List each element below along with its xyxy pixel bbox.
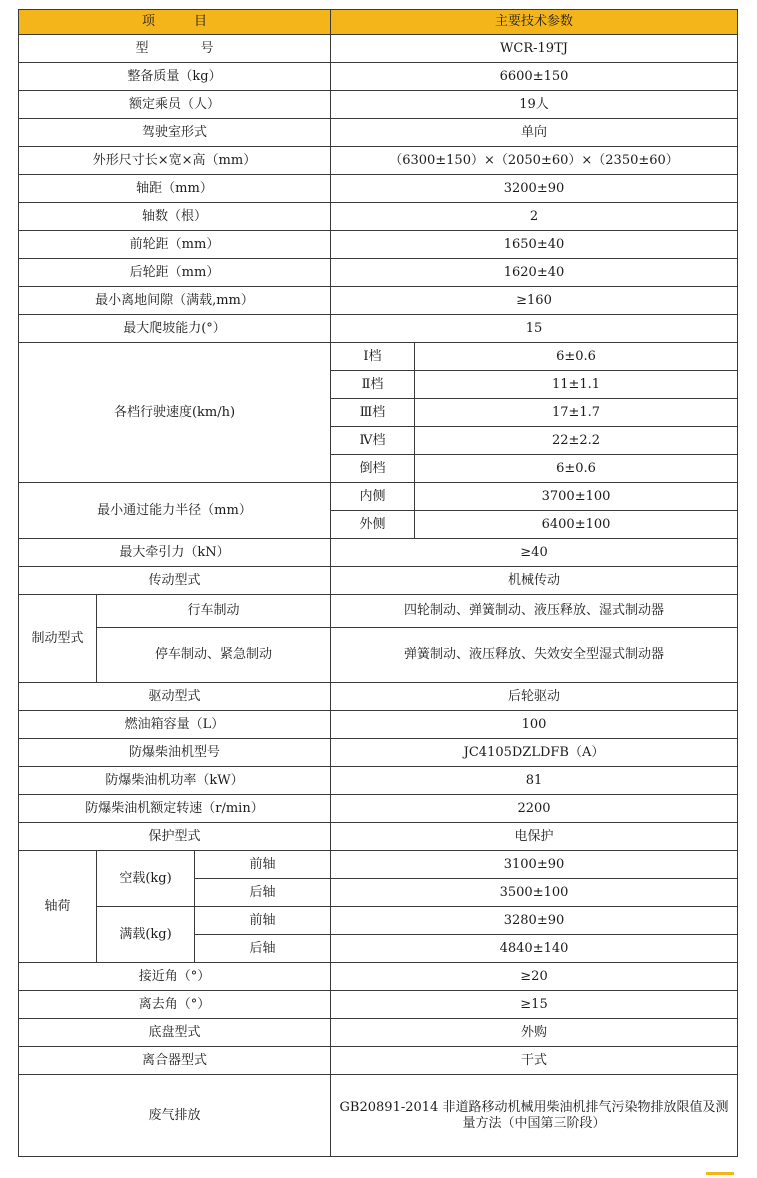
row-value: 1620±40 — [331, 259, 738, 287]
axle-load-label: 轴荷 — [19, 851, 97, 963]
table-row — [19, 991, 738, 1019]
table-row — [19, 315, 738, 343]
table-row — [19, 35, 738, 63]
table-row — [19, 851, 738, 879]
table-row — [19, 711, 738, 739]
table-row — [19, 683, 738, 711]
row-value: 2 — [331, 203, 738, 231]
brake-label: 制动型式 — [19, 595, 97, 683]
turn-label: 最小通过能力半径（mm） — [19, 483, 331, 539]
gear-value: 17±1.7 — [415, 399, 738, 427]
table-row — [19, 147, 738, 175]
row-label: 整备质量（kg） — [19, 63, 331, 91]
brake-service-value: 四轮制动、弹簧制动、液压释放、湿式制动器 — [331, 595, 738, 628]
row-value: 1650±40 — [331, 231, 738, 259]
row-value: 外购 — [331, 1019, 738, 1047]
row-label: 驾驶室形式 — [19, 119, 331, 147]
row-value: ≥160 — [331, 287, 738, 315]
row-label: 接近角（°） — [19, 963, 331, 991]
axle-value: 4840±140 — [331, 935, 738, 963]
row-label: 废气排放 — [19, 1075, 331, 1157]
table-row — [19, 91, 738, 119]
row-label: 额定乘员（人） — [19, 91, 331, 119]
row-label: 底盘型式 — [19, 1019, 331, 1047]
row-value: 6600±150 — [331, 63, 738, 91]
axle-value: 3100±90 — [331, 851, 738, 879]
axle-full-label: 满载(kg) — [97, 907, 195, 963]
table-row — [19, 907, 738, 935]
table-row — [19, 203, 738, 231]
table-row — [19, 259, 738, 287]
header-param: 主要技术参数 — [331, 10, 738, 35]
row-label: 保护型式 — [19, 823, 331, 851]
row-label: 燃油箱容量（L） — [19, 711, 331, 739]
table-row — [19, 963, 738, 991]
turn-outer-name: 外侧 — [331, 511, 415, 539]
footer-accent-bar — [706, 1172, 734, 1175]
gear-name: Ⅳ档 — [331, 427, 415, 455]
row-label: 驱动型式 — [19, 683, 331, 711]
row-value: （6300±150）×（2050±60）×（2350±60） — [331, 147, 738, 175]
row-label: 防爆柴油机功率（kW） — [19, 767, 331, 795]
row-label: 最大爬坡能力(°） — [19, 315, 331, 343]
speed-label: 各档行驶速度(km/h) — [19, 343, 331, 483]
header-row — [19, 10, 738, 35]
row-value: 电保护 — [331, 823, 738, 851]
table-row — [19, 795, 738, 823]
row-label: 外形尺寸长×宽×高（mm） — [19, 147, 331, 175]
row-value: 19人 — [331, 91, 738, 119]
table-row — [19, 539, 738, 567]
gear-value: 11±1.1 — [415, 371, 738, 399]
row-value: 机械传动 — [331, 567, 738, 595]
row-value: ≥15 — [331, 991, 738, 1019]
gear-value: 22±2.2 — [415, 427, 738, 455]
table-row — [19, 1019, 738, 1047]
row-value: ≥20 — [331, 963, 738, 991]
table-row — [19, 343, 738, 371]
table-row — [19, 1047, 738, 1075]
row-label: 轴数（根） — [19, 203, 331, 231]
gear-name: 倒档 — [331, 455, 415, 483]
axle-name: 前轴 — [195, 851, 331, 879]
row-label: 型 号 — [19, 35, 331, 63]
row-label: 轴距（mm） — [19, 175, 331, 203]
axle-value: 3280±90 — [331, 907, 738, 935]
row-label: 后轮距（mm） — [19, 259, 331, 287]
row-value: 3200±90 — [331, 175, 738, 203]
table-row — [19, 1075, 738, 1157]
row-value: 15 — [331, 315, 738, 343]
table-row — [19, 63, 738, 91]
table-row — [19, 823, 738, 851]
row-label: 最大牵引力（kN） — [19, 539, 331, 567]
table-row — [19, 567, 738, 595]
header-item: 项 目 — [19, 10, 331, 35]
row-value: 100 — [331, 711, 738, 739]
table-row — [19, 119, 738, 147]
row-label: 防爆柴油机型号 — [19, 739, 331, 767]
brake-parking-value: 弹簧制动、液压释放、失效安全型湿式制动器 — [331, 628, 738, 683]
gear-name: Ⅰ档 — [331, 343, 415, 371]
brake-parking-name: 停车制动、紧急制动 — [97, 628, 331, 683]
turn-inner-value: 3700±100 — [415, 483, 738, 511]
row-label: 前轮距（mm） — [19, 231, 331, 259]
table-row — [19, 287, 738, 315]
spec-table — [18, 9, 738, 1157]
gear-value: 6±0.6 — [415, 343, 738, 371]
brake-service-name: 行车制动 — [97, 595, 331, 628]
gear-name: Ⅱ档 — [331, 371, 415, 399]
axle-name: 前轴 — [195, 907, 331, 935]
row-label: 最小离地间隙（满载,mm） — [19, 287, 331, 315]
gear-name: Ⅲ档 — [331, 399, 415, 427]
row-label: 传动型式 — [19, 567, 331, 595]
axle-value: 3500±100 — [331, 879, 738, 907]
row-value: 81 — [331, 767, 738, 795]
table-row — [19, 231, 738, 259]
row-value: ≥40 — [331, 539, 738, 567]
row-label: 防爆柴油机额定转速（r/min） — [19, 795, 331, 823]
table-row — [19, 483, 738, 511]
row-label: 离去角（°） — [19, 991, 331, 1019]
table-row — [19, 595, 738, 628]
axle-empty-label: 空载(kg) — [97, 851, 195, 907]
turn-inner-name: 内侧 — [331, 483, 415, 511]
axle-name: 后轴 — [195, 879, 331, 907]
table-row — [19, 628, 738, 683]
row-value: WCR-19TJ — [331, 35, 738, 63]
row-value: JC4105DZLDFB（A） — [331, 739, 738, 767]
axle-name: 后轴 — [195, 935, 331, 963]
row-label: 离合器型式 — [19, 1047, 331, 1075]
row-value: 单向 — [331, 119, 738, 147]
table-row — [19, 739, 738, 767]
row-value: GB20891-2014 非道路移动机械用柴油机排气污染物排放限值及测量方法（中国第三阶段） — [331, 1075, 738, 1157]
row-value: 干式 — [331, 1047, 738, 1075]
gear-value: 6±0.6 — [415, 455, 738, 483]
turn-outer-value: 6400±100 — [415, 511, 738, 539]
row-value: 2200 — [331, 795, 738, 823]
row-value: 后轮驱动 — [331, 683, 738, 711]
table-row — [19, 175, 738, 203]
table-row — [19, 767, 738, 795]
